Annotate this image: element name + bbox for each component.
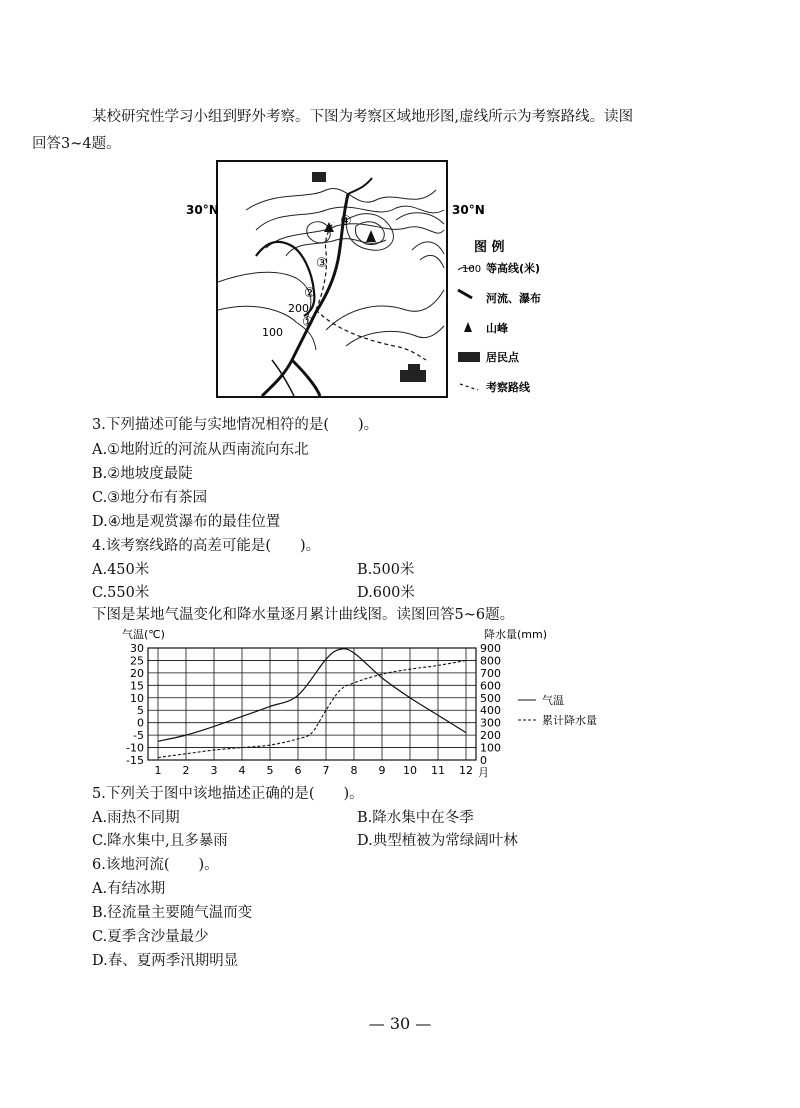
legend-river-icon [458, 290, 472, 298]
q6-option-c: C.夏季含沙量最少 [92, 929, 209, 945]
q3-option-b: B.②地坡度最陡 [92, 466, 193, 482]
lat-label-left: 30°N [186, 203, 219, 217]
legend-settlement-label: 居民点 [486, 351, 519, 364]
x-tick: 5 [266, 764, 274, 777]
y-tick-right: 600 [480, 679, 501, 693]
intro-line-1: 某校研究性学习小组到野外考察。下图为考察区域地形图,虚线所示为考察路线。读图 [92, 109, 634, 125]
x-tick: 7 [322, 764, 330, 777]
y-tick-left: 30 [130, 642, 144, 655]
q4-stem: 4.该考察线路的高差可能是( )。 [92, 538, 321, 554]
q4-option-d: D.600米 [357, 585, 415, 601]
q6-option-b: B.径流量主要随气温而变 [92, 905, 253, 921]
q3-option-a: A.①地附近的河流从西南流向东北 [92, 442, 309, 458]
chart-ticks [126, 642, 501, 777]
q5-option-b: B.降水集中在冬季 [357, 810, 474, 826]
x-tick: 6 [294, 764, 302, 777]
q5-stem: 5.下列关于图中该地描述正确的是( )。 [92, 786, 364, 802]
x-tick: 11 [431, 764, 445, 777]
legend-peak-label: 山峰 [486, 322, 508, 335]
legend-title: 图 例 [474, 240, 505, 255]
q5-option-a: A.雨热不同期 [92, 810, 180, 826]
y-tick-left: -15 [126, 754, 144, 767]
y-tick-right: 800 [480, 654, 501, 668]
y-tick-left: -10 [126, 741, 144, 755]
q4-option-b: B.500米 [357, 562, 415, 578]
precipitation-series-line [158, 660, 466, 757]
site-1: ① [302, 315, 314, 330]
y-tick-right: 200 [480, 729, 501, 743]
chart-grid [148, 648, 476, 760]
q3-option-c: C.③地分布有茶园 [92, 490, 208, 506]
q4-option-c: C.550米 [92, 585, 150, 601]
x-tick: 12 [459, 764, 473, 777]
intro-paragraph [32, 104, 742, 158]
chart-ylabel-right: 降水量(mm) [484, 628, 548, 641]
y-tick-left: 15 [130, 679, 144, 693]
y-tick-left: 20 [130, 666, 144, 680]
site-3: ③ [316, 256, 328, 271]
q6-option-a: A.有结冰期 [92, 881, 166, 897]
legend-peak-icon [464, 322, 472, 332]
settlement-icon [312, 172, 326, 182]
x-tick: 3 [210, 764, 218, 777]
legend-contour-label: 等高线(米) [486, 262, 541, 275]
legend-temp-label: 气温 [542, 694, 564, 707]
lat-label-right: 30°N [452, 203, 485, 217]
map-legend [458, 239, 541, 394]
chart-ylabel-left: 气温(℃) [122, 628, 165, 641]
chart-legend [518, 693, 597, 727]
legend-settlement-icon [458, 352, 480, 362]
contour-label-200: 200 [288, 302, 309, 315]
x-tick: 4 [238, 764, 246, 777]
x-tick: 9 [378, 764, 386, 777]
y-tick-left: 10 [130, 691, 144, 705]
legend-precip-label: 累计降水量 [542, 714, 597, 727]
q3-stem: 3.下列描述可能与实地情况相符的是( )。 [92, 417, 379, 433]
q5-option-c: C.降水集中,且多暴雨 [92, 833, 228, 849]
x-tick: 1 [154, 764, 162, 777]
y-tick-right: 300 [480, 716, 501, 730]
x-tick: 10 [403, 764, 417, 777]
intro-line-2: 回答3~4题。 [32, 136, 121, 152]
site-2: ② [304, 286, 316, 301]
q3-option-d: D.④地是观赏瀑布的最佳位置 [92, 514, 281, 530]
settlement-icon [408, 364, 420, 372]
page-number: — 30 — [368, 1014, 432, 1033]
y-tick-right: 700 [480, 666, 501, 680]
q4-option-a: A.450米 [92, 562, 150, 578]
y-tick-left: 25 [130, 654, 144, 668]
chart-intro: 下图是某地气温变化和降水量逐月累计曲线图。读图回答5~6题。 [92, 607, 515, 623]
y-tick-right: 100 [480, 741, 501, 755]
y-tick-right: 400 [480, 704, 501, 718]
q6-stem: 6.该地河流( )。 [92, 857, 219, 873]
legend-river-label: 河流、瀑布 [486, 292, 541, 305]
plot-frame [148, 648, 476, 760]
topographic-map [186, 160, 556, 402]
chart-x-unit: 月 [478, 766, 489, 779]
legend-route-label: 考察路线 [486, 381, 530, 394]
legend-route-icon [460, 384, 478, 390]
temperature-series-line [158, 649, 466, 742]
climate-chart [96, 622, 696, 780]
site-4: ④ [340, 214, 352, 229]
x-tick: 8 [350, 764, 358, 777]
y-tick-right: 0 [480, 754, 487, 767]
y-tick-right: 500 [480, 691, 501, 705]
y-tick-right: 900 [480, 642, 501, 655]
x-tick: 2 [182, 764, 190, 777]
q5-option-d: D.典型植被为常绿阔叶林 [357, 833, 518, 849]
legend-contour-value: 100 [462, 264, 482, 275]
y-tick-left: 5 [137, 704, 144, 718]
contour-label-100: 100 [262, 326, 283, 339]
y-tick-left: -5 [133, 729, 144, 743]
q6-option-d: D.春、夏两季汛期明显 [92, 953, 239, 969]
y-tick-left: 0 [137, 716, 144, 730]
